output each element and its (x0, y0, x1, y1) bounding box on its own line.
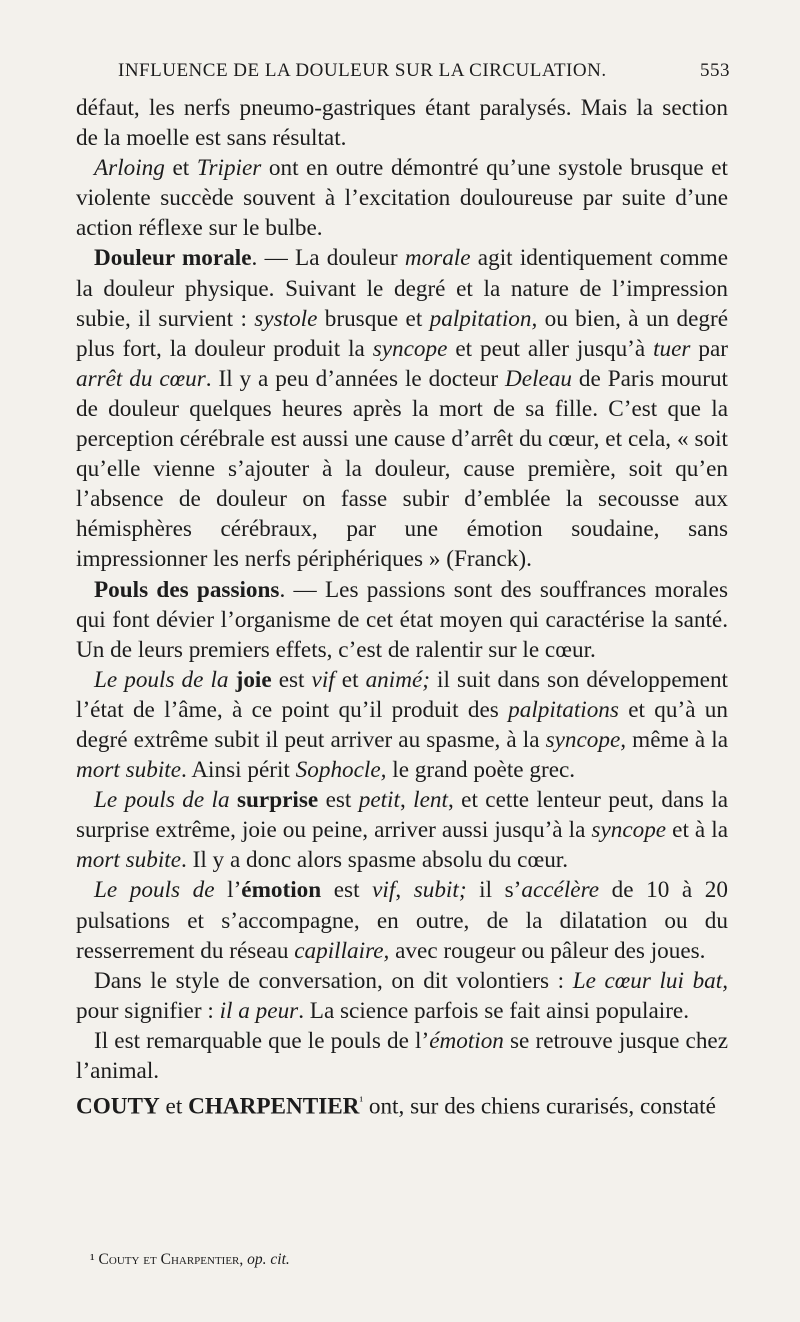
italic-text: morale (404, 245, 471, 272)
italic-text: mort subite (76, 847, 181, 874)
italic-text: Le cœur lui bat, (572, 967, 729, 994)
italic-text: vif (372, 877, 396, 904)
running-header (118, 60, 730, 82)
footnote (90, 1251, 690, 1269)
text-run: avec rougeur ou pâleur des joues. (389, 937, 706, 964)
bold-heading: joie (235, 666, 272, 693)
text-run: brusque et (317, 305, 430, 332)
italic-text: palpitations (508, 696, 619, 723)
small-caps-text: Couty et Charpentier, (98, 1251, 244, 1268)
paragraph (76, 153, 728, 243)
text-run: l’ (214, 877, 242, 904)
text-run: se retrouve jusque chez l’animal. (76, 1027, 728, 1084)
text-run: et (159, 1093, 189, 1120)
bold-heading: émotion (241, 877, 322, 904)
text-run: . — Les passions sont des souffrances morales qui font dévier l’organisme de cet état moyen qui caractérise la santé. Un de leurs premiers effets, c’est de ralentir sur le cœur. (76, 576, 729, 663)
text-run: pour signifier : (76, 997, 220, 1024)
paragraph (76, 575, 728, 665)
italic-text: Le pouls de (94, 877, 215, 904)
text-run: et à la (666, 817, 729, 844)
body-text (76, 93, 728, 1122)
text-run: . Il y a donc alors spasme absolu du cœur. (181, 847, 569, 874)
text-run: défaut, les nerfs pneumo-gastriques étant paralysés. Mais la section de la moelle est sans résultat. (76, 95, 728, 152)
text-run: et qu’à un degré extrême subit il peut arriver au spasme, à la (76, 696, 728, 753)
text-run: Il est remarquable que le pouls de l’ (94, 1027, 430, 1054)
italic-text: Le pouls de la (94, 787, 237, 814)
text-run: . Ainsi périt (181, 757, 296, 784)
text-run: par (690, 335, 728, 362)
italic-text: lent (413, 787, 448, 814)
italic-text: capillaire, (294, 937, 390, 964)
text-run: et (334, 666, 366, 693)
bold-heading: Douleur morale (94, 245, 252, 272)
italic-text: accélère (521, 877, 600, 904)
italic-text: syncope (372, 335, 448, 362)
paragraph (76, 785, 728, 875)
italic-text: Arloing (94, 155, 165, 182)
text-run: est (321, 877, 373, 904)
page-number: 553 (700, 60, 730, 81)
bold-heading: COUTY (76, 1093, 160, 1120)
text-run: ¹ (90, 1251, 99, 1268)
text-run: . La science parfois se fait ainsi populaire. (298, 997, 690, 1024)
text-run: il s’ (466, 877, 522, 904)
text-run: et (164, 155, 197, 182)
bold-heading: Pouls des passions (94, 576, 280, 603)
paragraph (76, 243, 728, 574)
text-run: ou bien, à un degré plus fort, la douleur produit la (76, 305, 728, 362)
paragraph (76, 1086, 728, 1122)
text-run: , (395, 877, 414, 904)
text-run: de 10 à 20 pulsations et s’accompagne, en outre, de la dilatation ou du resserrement du réseau (76, 877, 728, 964)
footnote-marker: ¹ (359, 1094, 364, 1109)
italic-text: syncope (591, 817, 667, 844)
running-title: INFLUENCE DE LA DOULEUR SUR LA CIRCULATION. (118, 60, 607, 81)
text-run: est (271, 666, 312, 693)
paragraph (76, 875, 728, 965)
text-run: ont, sur des chiens curarisés, constaté (363, 1093, 716, 1120)
paragraph (76, 665, 728, 785)
text-run: il suit dans son développement l’état de l’âme, à ce point qu’il produit des (76, 666, 729, 723)
bold-heading: surprise (237, 787, 319, 814)
paragraph (76, 1026, 728, 1086)
text-run: . — La douleur (251, 245, 405, 272)
text-run: Dans le style de conversation, on dit volontiers : (94, 967, 573, 994)
paragraph (76, 93, 728, 153)
italic-text: tuer (653, 335, 691, 362)
italic-text: arrêt du cœur (76, 365, 206, 392)
text-run: ont en outre démontré qu’une systole brusque et violente succède souvent à l’excitation douloureuse par suite d’une action réflexe sur le bulbe. (76, 155, 729, 242)
italic-text: vif (311, 666, 335, 693)
italic-text: palpitation, (429, 305, 538, 332)
italic-text: Sophocle, (295, 757, 387, 784)
italic-text: animé; (365, 666, 430, 693)
text-run: et peut aller jusqu’à (447, 335, 654, 362)
italic-text: subit; (413, 877, 467, 904)
italic-text: émotion (429, 1027, 504, 1054)
italic-text: syncope, (545, 726, 627, 753)
italic-text: petit (358, 787, 400, 814)
text-run: . Il y a peu d’années le docteur (205, 365, 506, 392)
italic-text: systole (254, 305, 318, 332)
text-run: même à la (626, 726, 728, 753)
italic-text: op. cit. (247, 1251, 290, 1268)
text-run: agit identiquement comme la douleur physique. Suivant le degré et la nature de l’impression subie, il survient : (76, 245, 728, 332)
italic-text: Tripier (196, 155, 262, 182)
bold-heading: CHARPENTIER (188, 1093, 360, 1120)
text-run: de Paris mourut de douleur quelques heures après la mort de sa fille. C’est que la perception cérébrale est aussi une cause d’arrêt du cœur, et cela, « soit qu’elle vienne s’ajouter à la douleur, cause première, soit qu’en l’absence de douleur on fasse subir d’emblée la secousse aux hémisphères cérébraux, par une émotion soudaine, sans impressionner les nerfs périphériques » (Franck). (76, 365, 728, 573)
text-run: le grand poète grec. (386, 757, 576, 784)
text-run: , et cette lenteur peut, dans la surprise extrême, joie ou peine, arriver aussi jusqu’à la (76, 787, 729, 844)
italic-text: Deleau (505, 365, 573, 392)
italic-text: il a peur (219, 997, 299, 1024)
text-run: , (399, 787, 414, 814)
italic-text: mort subite (76, 757, 181, 784)
paragraph (76, 966, 728, 1026)
text-run: est (318, 787, 359, 814)
italic-text: Le pouls de la (94, 666, 236, 693)
